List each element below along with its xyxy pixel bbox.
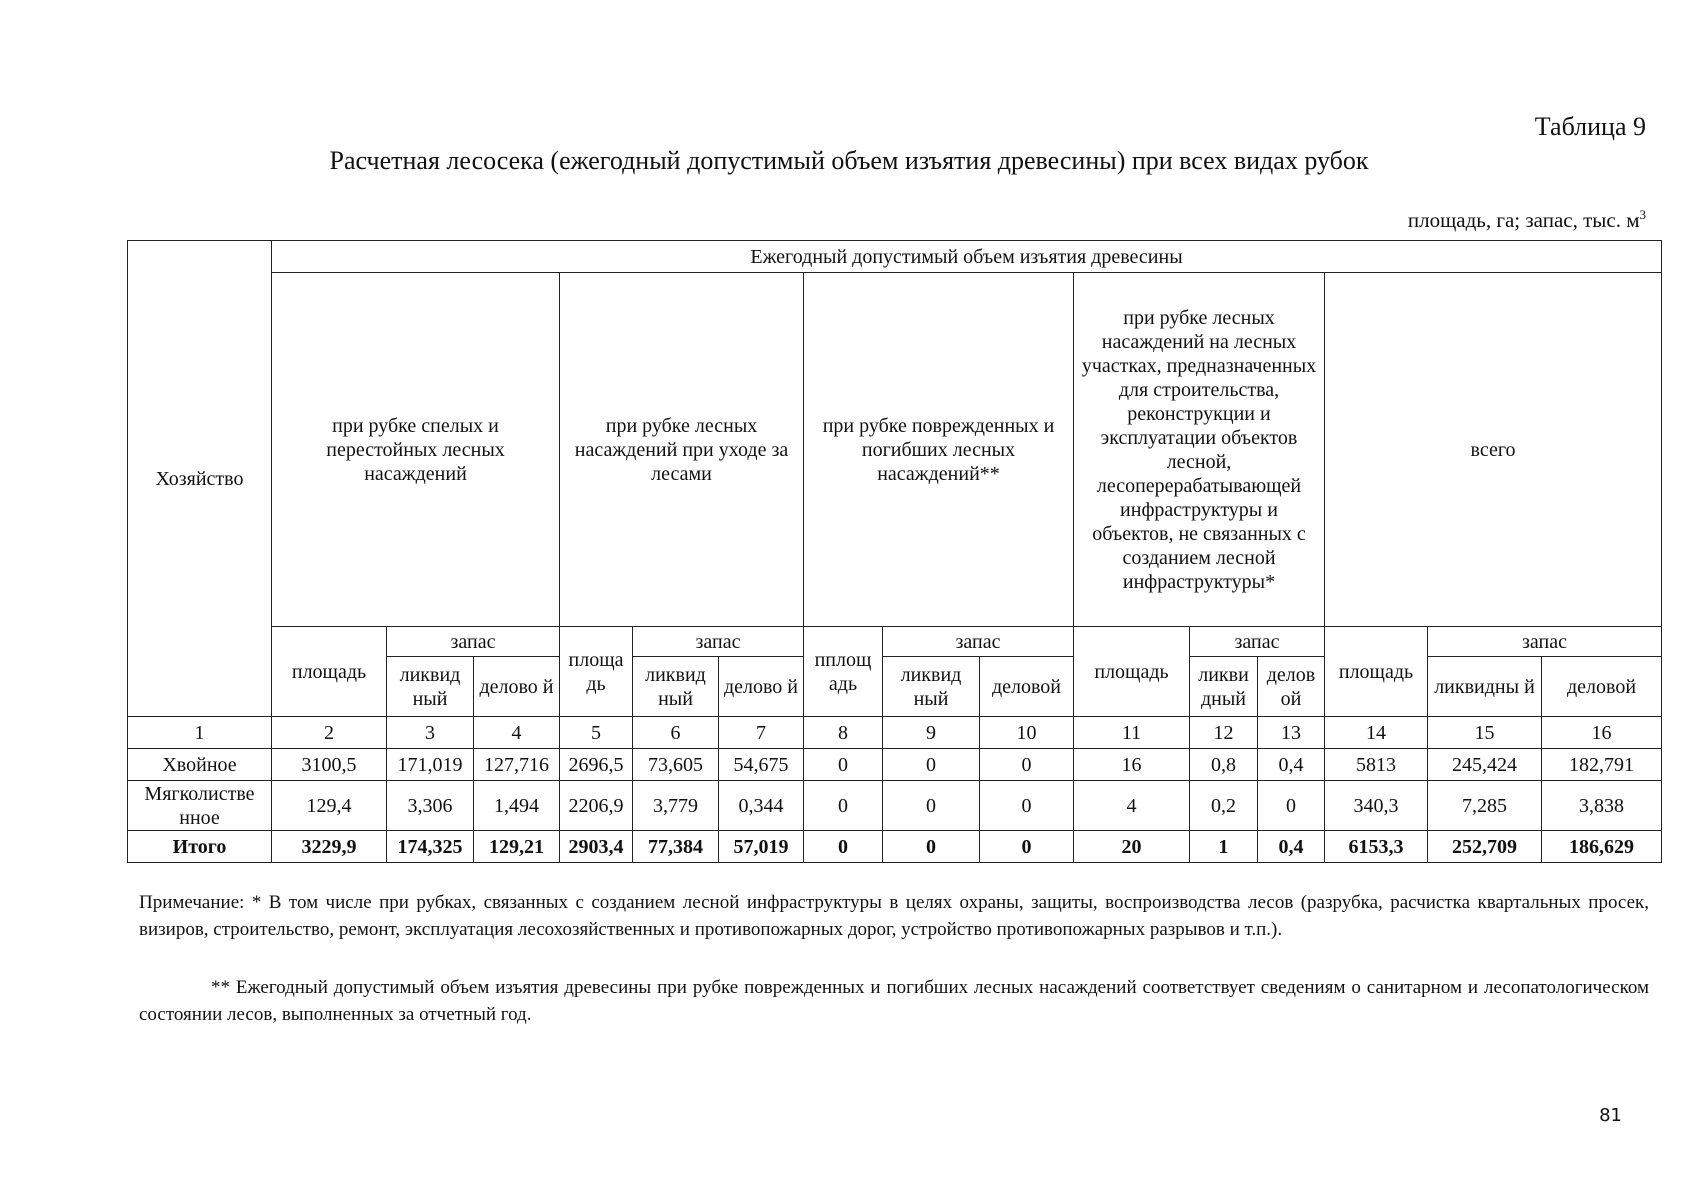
header-group-4: при рубке лесных насаждений на лесных участках, предназначенных для строительства, реконструкции и эксплуатации объектов лесной, лесоперерабатывающей инфраструктуры и объектов, не связанных с созданием лесной инфраструктуры* <box>1074 273 1325 627</box>
table-cell: 245,424 <box>1428 749 1542 781</box>
table-cell: 6153,3 <box>1325 831 1428 863</box>
header-stock-2: запас <box>633 627 804 657</box>
table-cell: 10 <box>980 717 1074 749</box>
table-cell: 1 <box>128 717 272 749</box>
table-cell: 127,716 <box>474 749 560 781</box>
table-cell: 0 <box>1258 781 1325 831</box>
table-cell: 0 <box>804 749 883 781</box>
table-cell: Хвойное <box>128 749 272 781</box>
header-stock-1: запас <box>387 627 560 657</box>
units-text: площадь, га; запас, тыс. м <box>1407 208 1640 232</box>
header-group-5: всего <box>1325 273 1662 627</box>
header-business-3: деловой <box>980 657 1074 717</box>
table-cell: 0 <box>883 781 980 831</box>
header-liquid-1: ликвид ный <box>387 657 474 717</box>
table-cell: 0 <box>980 749 1074 781</box>
table-row-softwood <box>128 781 1662 831</box>
column-number-row <box>128 717 1662 749</box>
table-number: Таблица 9 <box>1534 112 1646 141</box>
page-number: 81 <box>1599 1105 1622 1126</box>
table-cell: 0,8 <box>1190 749 1258 781</box>
table-cell: 54,675 <box>719 749 804 781</box>
note-2: ** Ежегодный допустимый объем изъятия древесины при рубке поврежденных и погибших лесных насаждений соответствует сведениям о санитарном и лесопатологическом состоянии лесов, выполненных за отчетный год. <box>139 977 1649 1025</box>
table-cell: Итого <box>128 831 272 863</box>
header-business-1: делово й <box>474 657 560 717</box>
header-area-3: пплощ адь <box>804 627 883 717</box>
table-cell: 3,838 <box>1542 781 1662 831</box>
header-business-5: деловой <box>1542 657 1662 717</box>
table-cell: 12 <box>1190 717 1258 749</box>
table-cell: 2 <box>272 717 387 749</box>
header-group-3: при рубке поврежденных и погибших лесных насаждений** <box>804 273 1074 627</box>
table-cell: 8 <box>804 717 883 749</box>
table-cell: 9 <box>883 717 980 749</box>
table-cell: 0,4 <box>1258 831 1325 863</box>
header-stock-5: запас <box>1428 627 1662 657</box>
table-cell: 11 <box>1074 717 1190 749</box>
table-cell: 0,344 <box>719 781 804 831</box>
table-cell: 0,2 <box>1190 781 1258 831</box>
header-area-5: площадь <box>1325 627 1428 717</box>
header-liquid-3: ликвид ный <box>883 657 980 717</box>
header-farm: Хозяйство <box>128 241 272 717</box>
table-cell: 0 <box>980 781 1074 831</box>
table-cell: 0 <box>883 831 980 863</box>
table-cell: 0 <box>980 831 1074 863</box>
table-cell: 15 <box>1428 717 1542 749</box>
table-cell: 174,325 <box>387 831 474 863</box>
header-stock-4: запас <box>1190 627 1325 657</box>
table-cell: 5 <box>560 717 633 749</box>
table-cell: 129,4 <box>272 781 387 831</box>
table-cell: 57,019 <box>719 831 804 863</box>
table-cell: 3100,5 <box>272 749 387 781</box>
table-cell: 77,384 <box>633 831 719 863</box>
table-cell: 16 <box>1074 749 1190 781</box>
table-cell: 5813 <box>1325 749 1428 781</box>
table-cell: 14 <box>1325 717 1428 749</box>
header-liquid-4: ликви дный <box>1190 657 1258 717</box>
header-liquid-2: ликвид ный <box>633 657 719 717</box>
header-area-4: площадь <box>1074 627 1190 717</box>
document-title: Расчетная лесосека (ежегодный допустимый объем изъятия древесины) при всех видах рубок <box>329 146 1369 175</box>
table-cell: 16 <box>1542 717 1662 749</box>
table-cell: 0,4 <box>1258 749 1325 781</box>
table-cell: 0 <box>883 749 980 781</box>
header-group-2: при рубке лесных насаждений при уходе за лесами <box>560 273 804 627</box>
table-cell: 7 <box>719 717 804 749</box>
table-cell: 182,791 <box>1542 749 1662 781</box>
table-cell: 3 <box>387 717 474 749</box>
table-cell: 2696,5 <box>560 749 633 781</box>
table-cell: 4 <box>1074 781 1190 831</box>
note-1: Примечание: * В том числе при рубках, связанных с созданием лесной инфраструктуры в целях охраны, защиты, воспроизводства лесов (разрубка, расчистка квартальных просек, визиров, строительство, ремонт, эксплуатация лесохозяйственных и противопожарных дорог, устройство противопожарных разрывов и т.п.). <box>139 892 1649 940</box>
header-liquid-5: ликвидны й <box>1428 657 1542 717</box>
table-cell: 7,285 <box>1428 781 1542 831</box>
table-cell: 2206,9 <box>560 781 633 831</box>
harvest-table <box>127 240 1662 863</box>
table-cell: 3,779 <box>633 781 719 831</box>
table-cell: 6 <box>633 717 719 749</box>
table-cell: 20 <box>1074 831 1190 863</box>
table-cell: 1,494 <box>474 781 560 831</box>
table-cell: 73,605 <box>633 749 719 781</box>
table-cell: 171,019 <box>387 749 474 781</box>
table-cell: 0 <box>804 781 883 831</box>
table-cell: Мягколистве нное <box>128 781 272 831</box>
table-cell: 252,709 <box>1428 831 1542 863</box>
table-cell: 13 <box>1258 717 1325 749</box>
header-top: Ежегодный допустимый объем изъятия древесины <box>272 241 1662 273</box>
header-area-1: площадь <box>272 627 387 717</box>
header-business-4: делов ой <box>1258 657 1325 717</box>
table-cell: 186,629 <box>1542 831 1662 863</box>
table-cell: 0 <box>804 831 883 863</box>
table-cell: 3,306 <box>387 781 474 831</box>
header-business-2: делово й <box>719 657 804 717</box>
table-cell: 3229,9 <box>272 831 387 863</box>
table-cell: 129,21 <box>474 831 560 863</box>
units-sup: 3 <box>1639 207 1646 222</box>
header-stock-3: запас <box>883 627 1074 657</box>
units-caption <box>1408 207 1646 233</box>
table-cell: 4 <box>474 717 560 749</box>
header-group-1: при рубке спелых и перестойных лесных насаждений <box>272 273 560 627</box>
header-area-2: площа дь <box>560 627 633 717</box>
table-row-total <box>128 831 1662 863</box>
table-cell: 1 <box>1190 831 1258 863</box>
table-row-conifer <box>128 749 1662 781</box>
table-cell: 340,3 <box>1325 781 1428 831</box>
table-cell: 2903,4 <box>560 831 633 863</box>
